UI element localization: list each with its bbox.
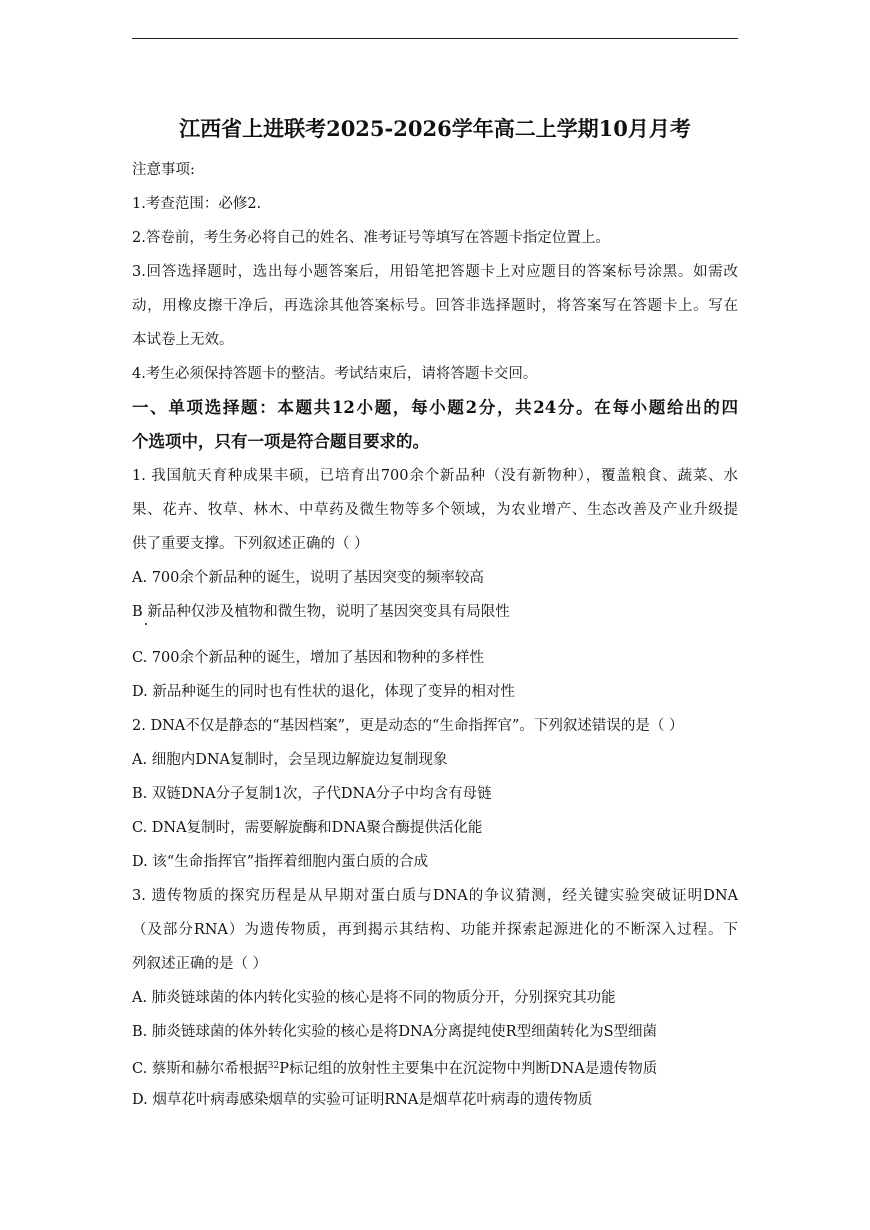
question-2-option-a: A. 细胞内DNA复制时，会呈现边解旋边复制现象 bbox=[132, 752, 448, 768]
notice-item-3-line-2: 动，用橡皮擦干净后，再选涂其他答案标号。回答非选择题时，将答案写在答题卡上。写在 bbox=[132, 298, 738, 314]
notice-item-3-line-1: 3.回答选择题时，选出每小题答案后，用铅笔把答题卡上对应题目的答案标号涂黑。如需改 bbox=[132, 264, 738, 280]
question-3-option-c-prefix: C. 蔡斯和赫尔希根据 bbox=[132, 1061, 268, 1077]
question-1-option-c: C. 700余个新品种的诞生，增加了基因和物种的多样性 bbox=[132, 650, 484, 666]
question-3-option-a: A. 肺炎链球菌的体内转化实验的核心是将不同的物质分开，分别探究其功能 bbox=[132, 990, 616, 1006]
question-1-stem-line-1: 1. 我国航天育种成果丰硕，已培育出700余个新品种（没有新物种），覆盖粮食、蔬菜、水 bbox=[132, 468, 738, 484]
question-3-stem-line-3: 列叙述正确的是（ ） bbox=[132, 956, 268, 972]
page-title: 江西省上进联考2025-2026学年高二上学期10月月考 bbox=[179, 116, 691, 141]
notice-item-2: 2.答卷前，考生务必将自己的姓名、准考证号等填写在答题卡指定位置上。 bbox=[132, 230, 610, 246]
question-3-option-c-isotope: 32 bbox=[267, 1061, 280, 1071]
question-1-stem-line-3: 供了重要支撑。下列叙述正确的（ ） bbox=[132, 536, 369, 552]
section-heading-line-2: 个选项中，只有一项是符合题目要求的。 bbox=[132, 432, 429, 451]
notice-heading: 注意事项: bbox=[132, 162, 195, 178]
question-3-stem-line-2: （及部分RNA）为遗传物质，再到揭示其结构、功能并探索起源进化的不断深入过程。下 bbox=[132, 922, 738, 938]
question-1-option-a: A. 700余个新品种的诞生，说明了基因突变的频率较高 bbox=[132, 570, 484, 586]
section-heading-line-1: 一、单项选择题：本题共12小题，每小题2分，共24分。在每小题给出的四 bbox=[132, 398, 738, 417]
question-3-option-c bbox=[132, 1054, 738, 1081]
notice-item-3-line-3: 本试卷上无效。 bbox=[132, 332, 234, 348]
notice-item-1: 1.考查范围：必修2. bbox=[132, 196, 262, 212]
header-rule bbox=[132, 38, 738, 39]
question-2-option-b: B. 双链DNA分子复制1次，子代DNA分子中均含有母链 bbox=[132, 786, 492, 802]
question-3-option-d: D. 烟草花叶病毒感染烟草的实验可证明RNA是烟草花叶病毒的遗传物质 bbox=[132, 1092, 593, 1108]
question-1-option-b: B 新品种仅涉及植物和微生物，说明了基因突变具有局限性 bbox=[132, 604, 510, 620]
question-1-option-d: D. 新品种诞生的同时也有性状的退化，体现了变异的相对性 bbox=[132, 684, 515, 700]
question-3-stem-line-1: 3. 遗传物质的探究历程是从早期对蛋白质与DNA的争议猜测，经关键实验突破证明DNA bbox=[132, 888, 738, 904]
notice-item-4: 4.考生必须保持答题卡的整洁。考试结束后，请将答题卡交回。 bbox=[132, 366, 538, 382]
question-2-stem: 2. DNA不仅是静态的“基因档案”，更是动态的“生命指挥官”。下列叙述错误的是（ ） bbox=[132, 718, 684, 734]
question-3-option-b: B. 肺炎链球菌的体外转化实验的核心是将DNA分离提纯使R型细菌转化为S型细菌 bbox=[132, 1024, 658, 1040]
question-2-option-c: C. DNA复制时，需要解旋酶和DNA聚合酶提供活化能 bbox=[132, 820, 483, 836]
question-1-stem-line-2: 果、花卉、牧草、林木、中草药及微生物等多个领域，为农业增产、生态改善及产业升级提 bbox=[132, 502, 738, 518]
stray-dot-mark bbox=[145, 623, 147, 625]
question-3-option-c-suffix: P标记组的放射性主要集中在沉淀物中判断DNA是遗传物质 bbox=[279, 1061, 658, 1077]
question-2-option-d: D. 该“生命指挥官”指挥着细胞内蛋白质的合成 bbox=[132, 854, 429, 870]
